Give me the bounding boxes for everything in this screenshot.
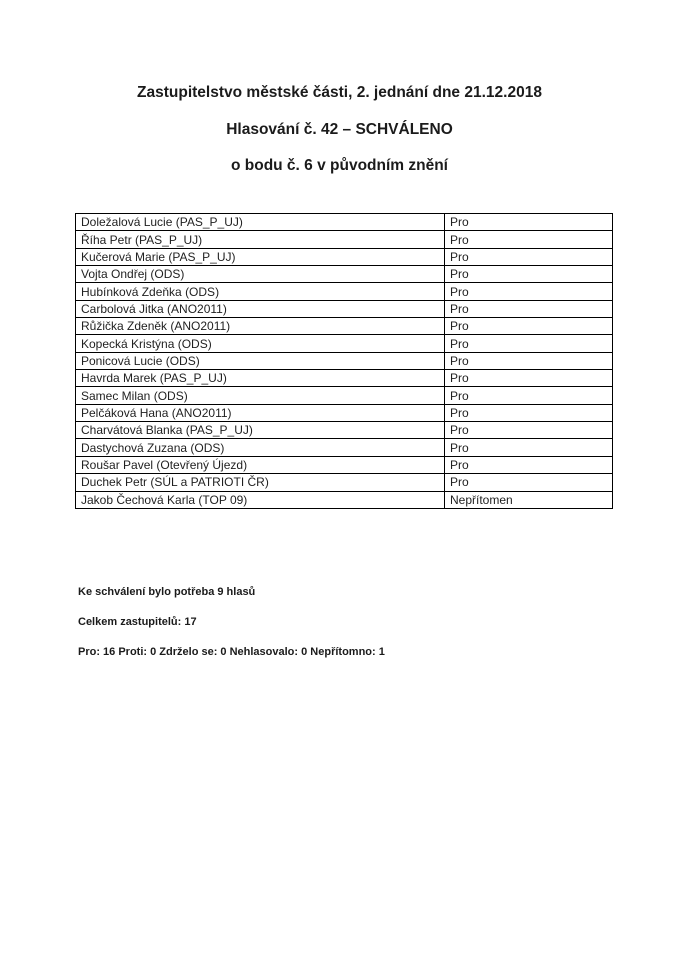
agenda-item-subtitle: o bodu č. 6 v původním znění bbox=[230, 157, 448, 174]
member-name-cell: Ponicová Lucie (ODS) bbox=[76, 352, 445, 369]
member-name-cell: Vojta Ondřej (ODS) bbox=[76, 266, 445, 283]
member-name-cell: Jakob Čechová Karla (TOP 09) bbox=[76, 491, 445, 508]
vote-value-cell: Pro bbox=[445, 456, 613, 473]
vote-value-cell: Pro bbox=[445, 370, 613, 387]
table-row bbox=[76, 387, 613, 404]
vote-value-cell: Pro bbox=[445, 266, 613, 283]
required-votes-line: Ke schválení bylo potřeba 9 hlasů bbox=[78, 586, 256, 598]
table-row bbox=[76, 491, 613, 508]
member-name-cell: Kučerová Marie (PAS_P_UJ) bbox=[76, 248, 445, 265]
member-name-cell: Říha Petr (PAS_P_UJ) bbox=[76, 231, 445, 248]
document-header bbox=[0, 83, 679, 175]
table-row bbox=[76, 335, 613, 352]
tally-line: Pro: 16 Proti: 0 Zdrželo se: 0 Nehlasovalo: 0 Nepřítomno: 1 bbox=[78, 646, 385, 658]
member-name-cell: Růžička Zdeněk (ANO2011) bbox=[76, 318, 445, 335]
member-name-cell: Kopecká Kristýna (ODS) bbox=[76, 335, 445, 352]
vote-value-cell: Pro bbox=[445, 422, 613, 439]
table-row bbox=[76, 422, 613, 439]
voting-results-table bbox=[75, 213, 613, 509]
member-name-cell: Pelčáková Hana (ANO2011) bbox=[76, 404, 445, 421]
vote-value-cell: Pro bbox=[445, 352, 613, 369]
table-row bbox=[76, 248, 613, 265]
table-row bbox=[76, 352, 613, 369]
vote-value-cell: Pro bbox=[445, 300, 613, 317]
vote-summary bbox=[78, 585, 385, 675]
member-name-cell: Dastychová Zuzana (ODS) bbox=[76, 439, 445, 456]
vote-value-cell: Pro bbox=[445, 231, 613, 248]
voting-results-body bbox=[76, 214, 613, 509]
table-row bbox=[76, 439, 613, 456]
vote-value-cell: Pro bbox=[445, 318, 613, 335]
member-name-cell: Hubínková Zdeňka (ODS) bbox=[76, 283, 445, 300]
vote-value-cell: Pro bbox=[445, 214, 613, 231]
vote-value-cell: Pro bbox=[445, 404, 613, 421]
member-name-cell: Samec Milan (ODS) bbox=[76, 387, 445, 404]
member-name-cell: Carbolová Jitka (ANO2011) bbox=[76, 300, 445, 317]
table-row bbox=[76, 283, 613, 300]
table-row bbox=[76, 214, 613, 231]
member-name-cell: Roušar Pavel (Otevřený Újezd) bbox=[76, 456, 445, 473]
table-row bbox=[76, 404, 613, 421]
vote-value-cell: Pro bbox=[445, 439, 613, 456]
vote-value-cell: Pro bbox=[445, 387, 613, 404]
table-row bbox=[76, 318, 613, 335]
vote-value-cell: Pro bbox=[445, 248, 613, 265]
member-name-cell: Havrda Marek (PAS_P_UJ) bbox=[76, 370, 445, 387]
table-row bbox=[76, 456, 613, 473]
vote-value-cell: Pro bbox=[445, 335, 613, 352]
total-members-line: Celkem zastupitelů: 17 bbox=[78, 616, 197, 628]
table-row bbox=[76, 231, 613, 248]
member-name-cell: Duchek Petr (SÚL a PATRIOTI ČR) bbox=[76, 474, 445, 491]
table-row bbox=[76, 474, 613, 491]
vote-number-result: Hlasování č. 42 – SCHVÁLENO bbox=[226, 120, 453, 138]
vote-value-cell: Pro bbox=[445, 474, 613, 491]
table-row bbox=[76, 370, 613, 387]
member-name-cell: Charvátová Blanka (PAS_P_UJ) bbox=[76, 422, 445, 439]
table-row bbox=[76, 266, 613, 283]
table-row bbox=[76, 300, 613, 317]
member-name-cell: Doležalová Lucie (PAS_P_UJ) bbox=[76, 214, 445, 231]
vote-value-cell: Pro bbox=[445, 283, 613, 300]
meeting-title: Zastupitelstvo městské části, 2. jednání dne 21.12.2018 bbox=[137, 84, 542, 101]
vote-value-cell: Nepřítomen bbox=[445, 491, 613, 508]
